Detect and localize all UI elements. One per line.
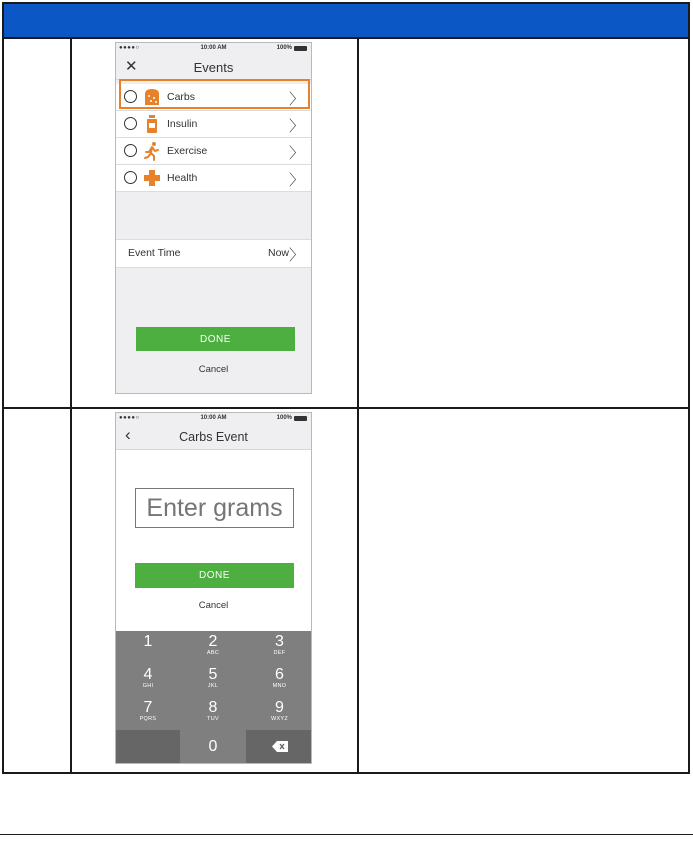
chevron-right-icon: 〉 bbox=[288, 247, 304, 264]
column-divider-2 bbox=[357, 37, 359, 772]
done-button[interactable]: DONE bbox=[136, 327, 295, 351]
event-row-exercise[interactable] bbox=[116, 138, 311, 165]
selection-highlight-box bbox=[119, 79, 310, 109]
event-row-health[interactable] bbox=[116, 165, 311, 192]
status-time: 10:00 AM bbox=[200, 415, 227, 421]
row-divider bbox=[4, 407, 688, 409]
backspace-key[interactable] bbox=[246, 730, 312, 764]
nav-bar bbox=[116, 425, 311, 450]
signal-indicator: ●●●●○ bbox=[119, 45, 140, 51]
battery-percent: 100% bbox=[276, 415, 292, 421]
key-blank bbox=[116, 730, 180, 764]
insulin-icon bbox=[142, 114, 162, 134]
event-label: Exercise bbox=[167, 145, 208, 157]
carbs-event-screen bbox=[115, 412, 312, 764]
page-title: Carbs Event bbox=[179, 430, 248, 444]
battery-percent: 100% bbox=[276, 45, 292, 51]
key-8[interactable]: 8 TUV bbox=[207, 699, 219, 722]
status-time: 10:00 AM bbox=[200, 45, 227, 51]
key-3[interactable]: 3 DEF bbox=[273, 633, 286, 656]
numeric-keypad bbox=[116, 631, 311, 764]
radio-button[interactable] bbox=[124, 171, 137, 184]
event-label: Health bbox=[167, 172, 198, 184]
key-7[interactable]: 7 PQRS bbox=[139, 699, 157, 722]
key-9[interactable]: 9 WXYZ bbox=[270, 699, 289, 722]
exercise-icon bbox=[142, 141, 162, 161]
status-bar bbox=[116, 43, 311, 55]
event-time-row[interactable] bbox=[116, 239, 311, 268]
key-6[interactable]: 6 MNO bbox=[272, 666, 287, 689]
grams-input[interactable] bbox=[135, 488, 294, 528]
event-label: Carbs bbox=[167, 91, 196, 103]
backspace-icon bbox=[272, 741, 288, 752]
chevron-right-icon: 〉 bbox=[288, 91, 304, 108]
event-label: Insulin bbox=[167, 118, 198, 130]
chevron-right-icon: 〉 bbox=[288, 172, 304, 189]
instruction-table bbox=[2, 2, 690, 774]
health-icon bbox=[142, 168, 162, 188]
battery-icon bbox=[294, 46, 307, 51]
event-row-insulin[interactable] bbox=[116, 111, 311, 138]
signal-indicator: ●●●●○ bbox=[119, 415, 140, 421]
event-time-label: Event Time bbox=[128, 247, 181, 259]
events-screen bbox=[115, 42, 312, 394]
event-time-value: Now bbox=[267, 247, 289, 259]
battery-icon bbox=[294, 416, 307, 421]
column-divider-1 bbox=[70, 37, 72, 772]
header-divider bbox=[4, 37, 688, 39]
footer-rule bbox=[0, 834, 693, 835]
key-0[interactable]: 0 bbox=[208, 738, 218, 755]
chevron-right-icon: 〉 bbox=[288, 118, 304, 135]
status-bar bbox=[116, 413, 311, 425]
key-2[interactable]: 2 ABC bbox=[206, 633, 220, 656]
done-button[interactable]: DONE bbox=[135, 563, 294, 588]
cancel-link[interactable]: Cancel bbox=[198, 364, 229, 375]
chevron-right-icon: 〉 bbox=[288, 145, 304, 162]
page-title: Events bbox=[193, 60, 234, 75]
back-icon[interactable]: ‹ bbox=[125, 425, 131, 444]
radio-button[interactable] bbox=[124, 144, 137, 157]
key-1[interactable]: 1 bbox=[143, 633, 153, 650]
radio-button[interactable] bbox=[124, 117, 137, 130]
table-header-bar bbox=[4, 4, 688, 37]
close-icon[interactable]: ✕ bbox=[125, 58, 138, 75]
key-5[interactable]: 5 JKL bbox=[207, 666, 219, 689]
cancel-link[interactable]: Cancel bbox=[198, 600, 229, 611]
key-4[interactable]: 4 GHI bbox=[142, 666, 154, 689]
nav-bar bbox=[116, 55, 311, 80]
